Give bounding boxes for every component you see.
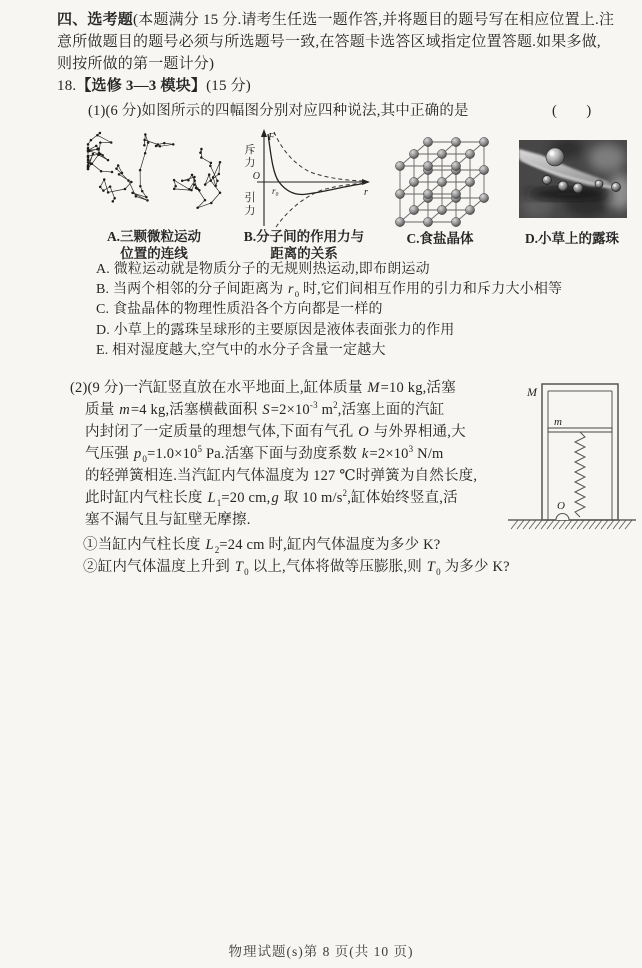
part2-line: 质量 m=4 kg,活塞横截面积 $S=2\times 10^{-3}$ $m^2$,活塞上面的汽缸 (85, 400, 445, 418)
figure-molecular-force-graph (230, 126, 372, 230)
figure-brownian-motion (84, 128, 224, 224)
part2-subquestion-1: ①当缸内气柱长度 $L_2=24$ cm 时,缸内气体温度为多少 K? (83, 537, 441, 555)
section-header-line2: 意所做题目的题号必须与所选题号一致,在答题卡选答区域指定位置答题.如果多做, (57, 34, 601, 50)
caption-figure-a: A.三颗微粒运动 位置的连线 (106, 229, 202, 261)
part2-line: 此时缸内气柱长度 $L_1=20$ cm,g 取 10 $m/s^2$,缸体始终竖直,活 (85, 488, 458, 508)
hole-label: O (557, 500, 565, 512)
section-header-line1: 四、选考题(本题满分 15 分.请考生任选一题作答,并将题目的题号写在相应位置上.注 (57, 12, 615, 28)
part2-paragraph (70, 377, 510, 578)
repulsive-force-curve (274, 132, 364, 181)
question-number: 18. (57, 78, 77, 94)
option-c: C. 食盐晶体的物理性质沿各个方向都是一样的 (96, 302, 383, 318)
ground-hatching (511, 520, 632, 529)
piston-mass-label: m (554, 416, 562, 428)
caption-figure-d: D.小草上的露珠 (524, 231, 620, 246)
blade-shadow (527, 187, 611, 201)
caption-figure-b: B.分子间的作用力与 距离的关系 (243, 229, 365, 261)
air-hole (556, 514, 569, 521)
figure-dew-photo (519, 140, 627, 218)
module-score: (15 分) (206, 78, 252, 94)
part2-line: (2)(9 分)一汽缸竖直放在水平地面上,缸体质量 M=10 kg,活塞 (70, 380, 456, 396)
piston (548, 428, 612, 432)
y-axis-arrow (261, 129, 267, 137)
section-header (57, 9, 614, 75)
caption-figure-c: C.食盐晶体 (406, 231, 474, 246)
option-e: E. 相对湿度越大,空气中的水分子含量一定越大 (96, 342, 386, 358)
r0-label: r₀ (272, 186, 279, 196)
attractive-force-curve (276, 184, 364, 228)
part1-stem: (1)(6 分)如图所示的四幅图分别对应四种说法,其中正确的是 (88, 103, 469, 119)
axis-label-r: r (364, 187, 368, 198)
section-header-line3: 则按所做的第一题计分) (57, 56, 215, 72)
figure-cylinder-diagram (504, 372, 640, 542)
repulsion-label: 斥力 (244, 144, 256, 169)
spring (575, 432, 585, 517)
section-title: 四、选考题 (57, 12, 134, 28)
part2-line: 内封闭了一定质量的理想气体,下面有气孔 O 与外界相通,大 (85, 424, 466, 440)
net-force-curve (268, 134, 364, 195)
page-footer: 物理试题(s)第 8 页(共 10 页) (228, 944, 414, 959)
options-list (96, 260, 562, 361)
cylinder-mass-label: M (527, 385, 537, 399)
attraction-label: 引力 (244, 192, 256, 217)
answer-brackets: ( ) (552, 103, 592, 119)
option-b: B. 当两个相邻的分子间距离为 $r_0$ 时,它们间相互作用的引力和斥力大小相等 (96, 282, 563, 299)
question-18-title (57, 75, 251, 97)
part2-line: 塞不漏气且与缸壁无摩擦. (85, 512, 251, 528)
part2-line: 的轻弹簧相连.当汽缸内气体温度为 127 ℃时弹簧为自然长度, (85, 468, 478, 484)
option-d: D. 小草上的露珠呈球形的主要原因是液体表面张力的作用 (96, 322, 455, 338)
option-a: A. 微粒运动就是物质分子的无规则热运动,即布朗运动 (96, 262, 430, 277)
axis-label-f: F (268, 131, 275, 143)
part2-line: 气压强 $p_0=1.0\times 10^5$ Pa.活塞下面与劲度系数 $k=2\times 10^3$ N/m (85, 444, 444, 464)
part2-subquestion-2: ②缸内气体温度上升到 $T_0$ 以上,气体将做等压膨胀,则 $T_0$ 为多少 K? (83, 559, 510, 577)
module-title: 【选修 3—3 模块】 (76, 78, 207, 94)
origin-label: O (252, 171, 260, 182)
figure-salt-crystal (388, 136, 492, 228)
